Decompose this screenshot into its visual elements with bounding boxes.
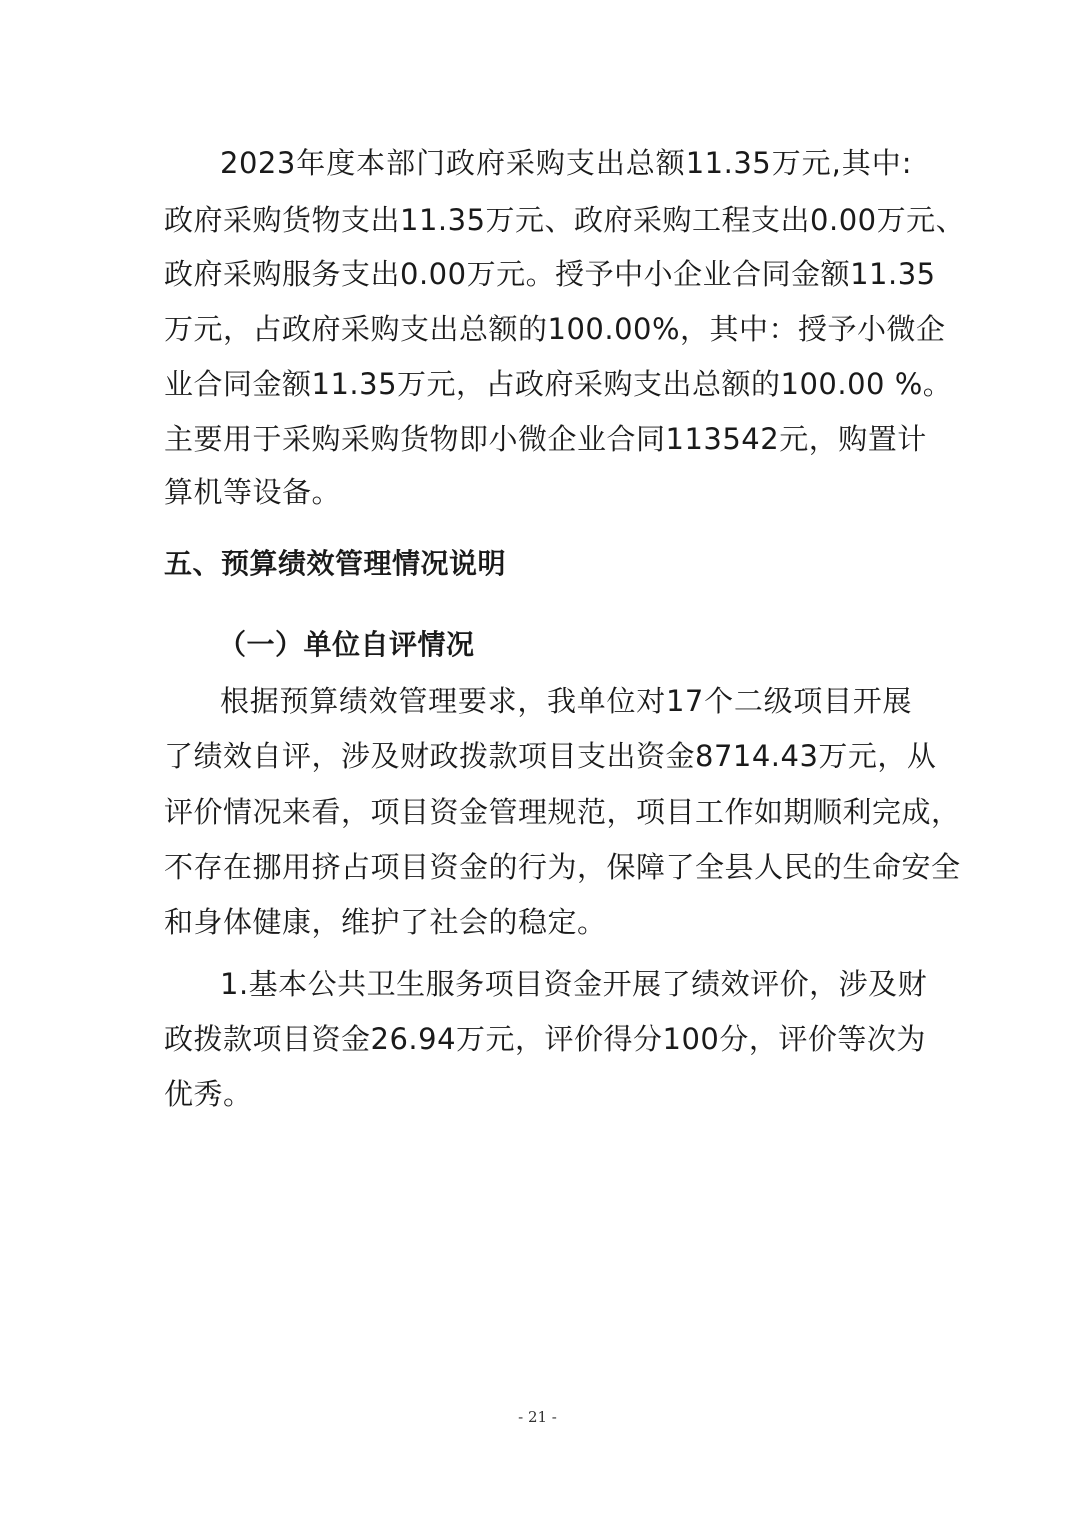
procurement-line-2: 政府采购货物支出11.35万元、政府采购工程支出0.00万元、 (164, 203, 966, 237)
subsection-heading: （一）单位自评情况 (218, 628, 475, 661)
item1-line-2: 政拨款项目资金26.94万元，评价得分100分，评价等次为 (164, 1022, 926, 1056)
page-number: - 21 - (518, 1408, 557, 1426)
procurement-line-5: 业合同金额11.35万元，占政府采购支出总额的100.00 %。 (164, 367, 953, 401)
procurement-line-4: 万元，占政府采购支出总额的100.00%，其中：授予小微企 (164, 312, 946, 346)
self-eval-line-4: 不存在挪用挤占项目资金的行为，保障了全县人民的生命安全 (164, 850, 961, 884)
item1-line-3: 优秀。 (164, 1077, 253, 1111)
procurement-line-1: 2023年度本部门政府采购支出总额11.35万元,其中: (220, 146, 912, 180)
item1-line-1: 1.基本公共卫生服务项目资金开展了绩效评价，涉及财 (220, 967, 928, 1001)
self-eval-line-1: 根据预算绩效管理要求，我单位对17个二级项目开展 (220, 684, 912, 718)
procurement-line-7: 算机等设备。 (164, 475, 342, 509)
section-heading: 五、预算绩效管理情况说明 (164, 547, 507, 580)
procurement-line-6: 主要用于采购采购货物即小微企业合同113542元，购置计 (164, 422, 927, 456)
self-eval-line-5: 和身体健康，维护了社会的稳定。 (164, 905, 607, 939)
procurement-line-3: 政府采购服务支出0.00万元。授予中小企业合同金额11.35 (164, 257, 936, 291)
self-eval-line-3: 评价情况来看，项目资金管理规范，项目工作如期顺利完成， (164, 795, 961, 829)
self-eval-line-2: 了绩效自评，涉及财政拨款项目支出资金8714.43万元，从 (164, 739, 937, 773)
